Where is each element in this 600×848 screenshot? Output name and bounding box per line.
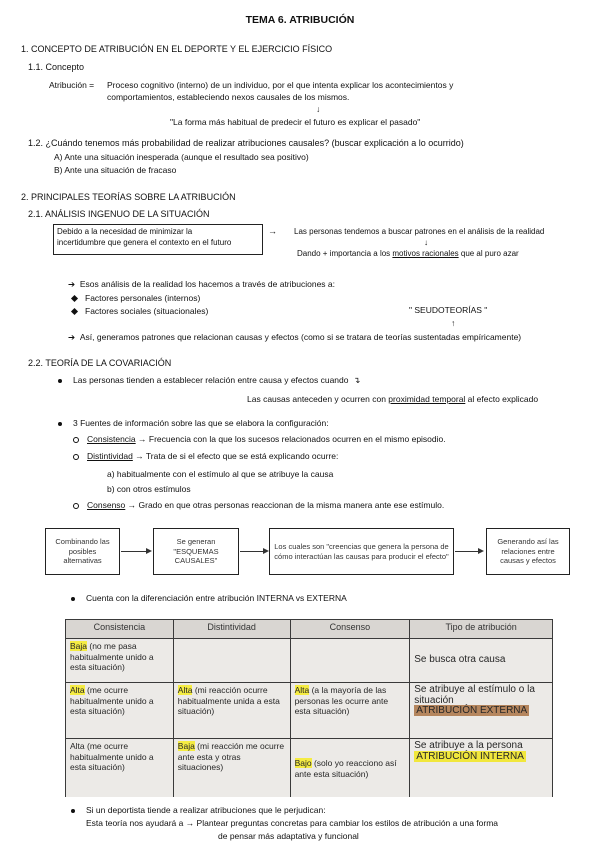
table-header: Consenso <box>290 620 410 639</box>
covariation-bullet-2: 3 Fuentes de información sobre las que se elabora la configuración: <box>58 418 329 428</box>
subsection-2-2: 2.2. TEORÍA DE LA COVARIACIÓN <box>28 358 172 368</box>
table-header: Distintividad <box>173 620 290 639</box>
covariation-help-line: Esta teoría nos ayudará a → Plantear preguntas concretas para cambiar los estilos de atribución a una forma <box>86 818 499 828</box>
covariation-bullet-1: Las personas tienden a establecer relación entre causa y efectos cuando ↴ <box>58 375 360 386</box>
bullet-dot-icon <box>58 379 62 383</box>
section-2-heading: 2. PRINCIPALES TEORÍAS SOBRE LA ATRIBUCIÓN <box>21 192 236 202</box>
subsection-2-1: 2.1. ANÁLISIS INGENUO DE LA SITUACIÓN <box>28 209 210 219</box>
consistency-item: Consistencia → Frecuencia con la que los sucesos relacionados ocurren en el mismo episodio. <box>73 434 446 444</box>
diamond-bullet-icon <box>71 295 78 302</box>
table-cell <box>290 639 410 683</box>
table-cell: Se busca otra causa <box>410 639 553 683</box>
distinctiveness-item: Distintividad → Trata de si el efecto que se está explicando ocurre: <box>73 451 338 461</box>
flow-arrow-2 <box>240 551 265 552</box>
table-cell: Baja (mi reacción me ocurre ante esta y otras situaciones) <box>173 739 290 798</box>
covariation-bullet-3: Cuenta con la diferenciación entre atribución INTERNA vs EXTERNA <box>71 593 347 603</box>
section-1-heading: 1. CONCEPTO DE ATRIBUCIÓN EN EL DEPORTE Y EL EJERCICIO FÍSICO <box>21 44 333 54</box>
bullet-analysis: ➔ Esos análisis de la realidad los hacemos a través de atribuciones a: <box>68 279 336 289</box>
flow-arrow-3 <box>455 551 480 552</box>
right-arrow: → <box>268 226 277 236</box>
flow-box-4: Generando así las relaciones entre causas y efectos <box>486 528 570 575</box>
table-cell <box>173 639 290 683</box>
circle-bullet-icon <box>73 454 79 460</box>
definition-label: Atribución = <box>49 80 95 90</box>
arrow-bullet-icon: ➔ <box>68 279 80 289</box>
subsection-1-2: 1.2. ¿Cuándo tenemos más probabilidad de realizar atribuciones causales? (buscar explicación a lo ocurrido) <box>28 138 464 148</box>
arrow-bullet-icon: ➔ <box>68 332 80 342</box>
factor-personal: Factores personales (internos) <box>72 293 200 303</box>
table-cell: Alta (mi reacción ocurre habitualmente unida a esta situación) <box>173 683 290 739</box>
distinctiveness-a: a) habitualmente con el estímulo al que se atribuye la causa <box>107 469 334 479</box>
page-title: TEMA 6. ATRIBUCIÓN <box>245 14 355 26</box>
bullet-dot-icon <box>71 597 75 601</box>
table-header: Consistencia <box>66 620 174 639</box>
table-cell: Se atribuye al estímulo o la situación ATRIBUCIÓN EXTERNA <box>410 683 553 739</box>
quote: "La forma más habitual de predecir el futuro es explicar el pasado" <box>170 117 421 127</box>
bullet-dot-icon <box>71 809 75 813</box>
flow-box-3: Los cuales son "creencias que genera la persona de cómo interactúan las causas para producir el efecto" <box>269 528 454 575</box>
subsection-1-1: 1.1. Concepto <box>28 62 85 72</box>
pseudotheories-up-arrow: ↑ <box>451 318 456 328</box>
circle-bullet-icon <box>73 437 79 443</box>
definition-line-2: comportamientos, estableciendo nexos causales de los mismos. <box>107 92 350 102</box>
external-attribution-tag: ATRIBUCIÓN EXTERNA <box>416 705 528 716</box>
table-cell: Bajo (solo yo reacciono así ante esta situación) <box>290 739 410 798</box>
covariation-help-line-2: de pensar más adaptativa y funcional <box>218 831 359 841</box>
flow-box-2: Se generan "ESQUEMAS CAUSALES" <box>153 528 239 575</box>
cause-box-line-1: Debido a la necesidad de minimizar la <box>57 227 193 236</box>
table-cell: Alta (me ocurre habitualmente unido a esta situación) <box>66 739 174 798</box>
covariation-causes-line: Las causas anteceden y ocurren con proximidad temporal al efecto explicado <box>247 394 539 404</box>
attribution-table <box>65 619 553 797</box>
flow-box-1: Combinando las posibles alternativas <box>45 528 120 575</box>
pseudotheories-label: " SEUDOTEORÍAS " <box>409 305 488 315</box>
patterns-line: Las personas tendemos a buscar patrones en el análisis de la realidad <box>294 227 545 236</box>
table-cell: Baja (no me pasa habitualmente unido a esta situación) <box>66 639 174 683</box>
flow-arrow-1 <box>121 551 148 552</box>
table-cell: Alta (a la mayoría de las personas les ocurre ante esta situación) <box>290 683 410 739</box>
definition-line-1: Proceso cognitivo (interno) de un individuo, por el que intenta explicar los acontecimientos y <box>107 80 454 90</box>
bullet-dot-icon <box>58 422 62 426</box>
table-cell: Alta (me ocurre habitualmente unido a esta situación) <box>66 683 174 739</box>
cause-box-line-2: incertidumbre que genera el contexto en el futuro <box>57 238 232 247</box>
option-b: B) Ante una situación de fracaso <box>54 165 177 175</box>
patterns-down-arrow: ↓ <box>424 238 428 247</box>
covariation-bullet-4: Si un deportista tiende a realizar atribuciones que le perjudican: <box>71 805 326 815</box>
table-cell: Se atribuye a la persona ATRIBUCIÓN INTERNA <box>410 739 553 798</box>
flow-arrow-1-head <box>146 548 152 554</box>
consensus-item: Consenso → Grado en que otras personas reaccionan de la misma manera ante ese estímulo. <box>73 500 444 510</box>
diamond-bullet-icon <box>71 308 78 315</box>
down-arrow: ↓ <box>316 104 321 114</box>
factor-social: Factores sociales (situacionales) <box>72 306 208 316</box>
table-header: Tipo de atribución <box>410 620 553 639</box>
attribution-table-photo <box>65 619 553 797</box>
bullet-patterns: ➔ Así, generamos patrones que relacionan causas y efectos (como si se tratara de teorías sustentadas empíricamente) <box>68 332 522 342</box>
circle-bullet-icon <box>73 503 79 509</box>
internal-attribution-tag: ATRIBUCIÓN INTERNA <box>416 750 524 762</box>
flow-arrow-3-head <box>478 548 484 554</box>
option-a: A) Ante una situación inesperada (aunque el resultado sea positivo) <box>54 152 309 162</box>
distinctiveness-b: b) con otros estímulos <box>107 484 191 494</box>
rational-motives-line: Dando + importancia a los motivos racionales que al puro azar <box>297 249 519 258</box>
